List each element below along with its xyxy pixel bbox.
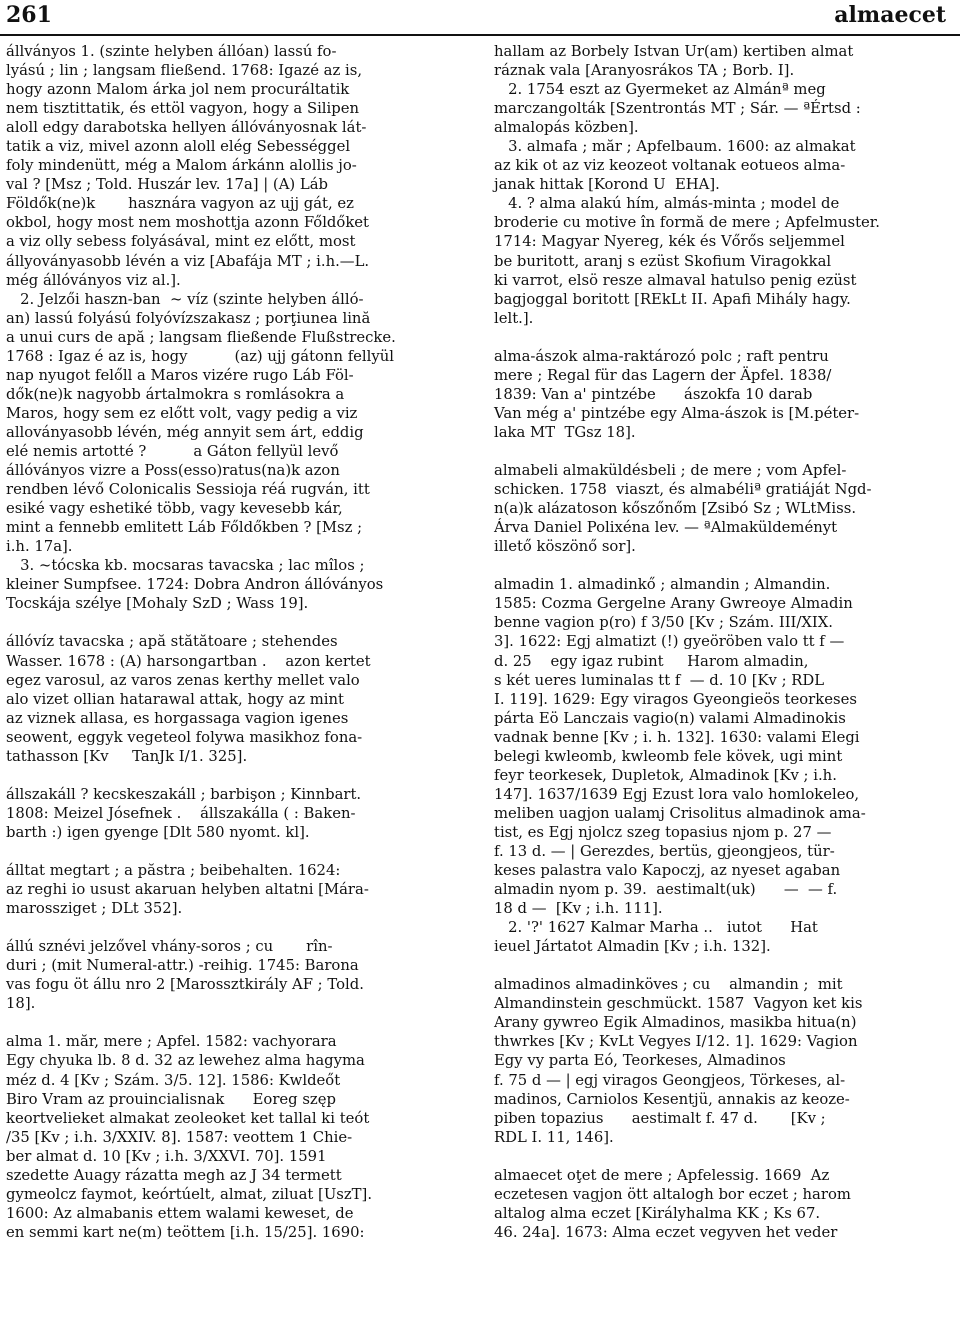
text-line: i.h. 17a]. <box>6 538 73 556</box>
paragraph-gap <box>494 328 952 347</box>
text-line: bagjoggal boritott [REkLt II. Apafi Mihály hagy. <box>494 290 851 308</box>
text-line: az reghi io usust akaruan helyben altatni [Mára- <box>6 881 369 899</box>
text-line: 18]. <box>6 995 36 1013</box>
text-line: tathasson [Kv TanJk I/1. 325]. <box>6 747 248 765</box>
text-line: en semmi kart ne(m) teöttem [i.h. 15/25]. 1690: <box>6 1223 365 1241</box>
text-line: 18 d — [Kv ; i.h. 111]. <box>494 900 663 918</box>
text-line: janak hittak [Korond U EHA]. <box>494 176 720 194</box>
text-line: Almandinstein geschmückt. 1587 Vagyon ket kis <box>494 995 863 1013</box>
text-line: aloll edgy darabotska hellyen állóványosnak lát- <box>6 119 367 137</box>
text-line: 3. ~tócska kb. mocsaras tavacska ; lac mîlos ; <box>6 557 365 575</box>
text-line: rendben lévő Colonicalis Sessioja réá rugván, itt <box>6 481 370 499</box>
text-line: feyr teorkesek, Dupletok, Almadinok [Kv ; i.h. <box>494 766 837 784</box>
text-line: okbol, hogy most nem moshottja azonn Főldőket <box>6 214 369 232</box>
text-line: 46. 24a]. 1673: Alma eczet vegyven het veder <box>494 1223 838 1241</box>
text-line: hallam az Borbely Istvan Ur(am) kertiben almat <box>494 43 854 60</box>
text-line: Biro Vram az prouincialisnak Eoreg szęp <box>6 1090 336 1108</box>
paragraph-gap <box>494 1147 952 1166</box>
text-line: ieuel Jártatot Almadin [Kv ; i.h. 132]. <box>494 938 771 956</box>
text-line: még állóványos viz al.]. <box>6 271 181 289</box>
text-line: 1600: Az almabanis ettem walami keweset, de <box>6 1204 354 1222</box>
text-line: egez varosul, az varos zenas kerthy mellet valo <box>6 671 360 689</box>
text-line: 1585: Cozma Gergelne Arany Gwreoye Almadin <box>494 595 853 613</box>
text-line: vadnak benne [Kv ; i. h. 132]. 1630: valami Elegi <box>494 728 860 746</box>
text-line: almabeli almaküldésbeli ; de mere ; vom Apfel- <box>494 462 847 480</box>
text-line: ber almat d. 10 [Kv ; i.h. 3/XXVI. 70]. 1591 <box>6 1147 327 1165</box>
text-line: s két ueres luminalas tt f — d. 10 [Kv ; RDL <box>494 671 825 689</box>
text-line: almalopás közben]. <box>494 119 639 137</box>
text-line: 3. almafa ; măr ; Apfelbaum. 1600: az almakat <box>494 138 856 156</box>
text-line: ki varrot, elsö resze almaval hatulso penig ezüst <box>494 271 857 289</box>
text-line: nem tisztittatik, és ettöl vagyon, hogy a Silipen <box>6 100 360 118</box>
text-line: I. 119]. 1629: Egy viragos Gyeongieös teorkeses <box>494 690 857 708</box>
text-line: tist, es Egj njolcz szeg topasius njom p. 27 — <box>494 823 832 841</box>
text-line: állú sznévi jelzővel vhány-soros ; cu rîn- <box>6 938 333 956</box>
text-line: 2. '?' 1627 Kalmar Marha .. iutot Hat <box>494 919 818 937</box>
text-line: illető köszönő sor]. <box>494 538 636 556</box>
text-line: laka MT TGsz 18]. <box>494 423 636 441</box>
text-line: Egy chyuka lb. 8 d. 32 az lewehez alma hagyma <box>6 1052 365 1070</box>
text-line: szedette Auagy rázatta megh az J 34 termett <box>6 1166 342 1184</box>
text-line: altalog alma eczet [Királyhalma KK ; Ks 67. <box>494 1204 821 1222</box>
text-line: mere ; Regal für das Lagern der Äpfel. 1838/ <box>494 366 832 384</box>
text-line: méz d. 4 [Kv ; Szám. 3/5. 12]. 1586: Kwldeőt <box>6 1071 341 1089</box>
text-line: marossziget ; DLt 352]. <box>6 900 183 918</box>
text-line: az kik ot az viz keozeot voltanak eotueos alma- <box>494 157 846 175</box>
text-line: f. 75 d — | egj viragos Geongjeos, Törkeses, al- <box>494 1071 846 1089</box>
page-header <box>0 0 960 40</box>
text-line: gymeolcz faymot, keórtúelt, almat, ziluat [UszT]. <box>6 1185 373 1203</box>
text-line: a unui curs de apă ; langsam fließende Flußstrecke. <box>6 328 396 346</box>
header-rule <box>0 34 960 36</box>
text-line: barth :) igen gyenge [Dlt 580 nyomt. kl]. <box>6 823 310 841</box>
text-line: Van még a' pintzébe egy Alma-ászok is [M.péter- <box>494 404 860 422</box>
text-line: állszakáll ? kecskeszakáll ; barbişon ; Kinnbart. <box>6 785 362 803</box>
text-line: n(a)k alázatoson kőszőnőm [Zsibó Sz ; WLtMiss. <box>494 500 857 518</box>
text-line: Maros, hogy sem ez előtt volt, vagy pedig a viz <box>6 404 358 422</box>
text-line: 2. 1754 eszt az Gyermeket az Almánª meg <box>494 81 826 99</box>
left-column <box>6 42 462 1242</box>
text-line: alma 1. măr, mere ; Apfel. 1582: vachyorara <box>6 1033 337 1051</box>
text-line: f. 13 d. — | Gerezdes, bertüs, gjeongjeos, tür- <box>494 842 835 860</box>
right-column <box>494 42 952 1242</box>
text-line: broderie cu motive în formă de mere ; Apfelmuster. <box>494 214 880 232</box>
text-line: alloványasobb lévén, még annyit sem árt, eddig <box>6 423 364 441</box>
text-line: piben topazius aestimalt f. 47 d. [Kv ; <box>494 1109 826 1127</box>
text-line: keortvelieket almakat zeoleoket ket tallal ki teót <box>6 1109 370 1127</box>
text-line: mint a fennebb emlitett Láb Főldőkben ? [Msz ; <box>6 519 363 537</box>
text-line: 1808: Meizel Jósefnek . állszakálla ( : Baken- <box>6 804 356 822</box>
text-line: az viznek allasa, es horgassaga vagion igenes <box>6 709 349 727</box>
text-line: kleiner Sumpfsee. 1724: Dobra Andron állóványos <box>6 576 384 594</box>
text-line: duri ; (mit Numeral-attr.) -reihig. 1745: Barona <box>6 957 359 975</box>
text-line: schicken. 1758 viaszt, és almabéliª gratiáját Ngd- <box>494 481 872 499</box>
paragraph-gap <box>6 1013 462 1032</box>
page-number: 261 <box>6 2 52 28</box>
text-line: meliben uagjon ualamj Crisolitus almadinok ama- <box>494 804 866 822</box>
running-head: almaecet <box>834 2 946 28</box>
text-line: marczangolták [Szentrontás MT ; Sár. — ªÉrtsd : <box>494 100 861 118</box>
text-line: RDL I. 11, 146]. <box>494 1128 614 1146</box>
text-line: 4. ? alma alakú hím, almás-minta ; model de <box>494 195 840 213</box>
text-line: esiké vagy eshetiké több, vagy kevesebb kár, <box>6 500 343 518</box>
paragraph-gap <box>6 613 462 632</box>
paragraph-gap <box>494 442 952 461</box>
paragraph-gap <box>6 766 462 785</box>
text-line: dők(ne)k nagyobb ártalmokra s romlásokra a <box>6 385 345 403</box>
text-line: elé nemis artotté ? a Gáton fellyül levő <box>6 442 339 460</box>
text-line: eczetesen vagjon ött altalogh bor eczet ; harom <box>494 1185 851 1203</box>
text-line: lyású ; lin ; langsam fließend. 1768: Igazé az is, <box>6 62 363 80</box>
text-line: be buritott, aranj s ezüst Skofium Viragokkal <box>494 252 832 270</box>
text-line: nap nyugot felőll a Maros vizére rugo Láb Föl- <box>6 366 354 384</box>
text-line: 3]. 1622: Egj almatizt (!) gyeöröben valo tt f — <box>494 633 845 651</box>
text-line: a viz olly sebess folyásával, mint ez előtt, most <box>6 233 356 251</box>
text-line: lelt.]. <box>494 309 534 327</box>
text-line: 1714: Magyar Nyereg, kék és Vőrős seljemmel <box>494 233 845 251</box>
text-line: vas fogu öt állu nro 2 [Marossztkirály AF ; Told. <box>6 976 364 994</box>
text-line: madinos, Carniolos Kesentjü, annakis az keoze- <box>494 1090 850 1108</box>
text-line: alma-ászok alma-raktározó polc ; raft pentru <box>494 347 829 365</box>
text-line: almaecet oţet de mere ; Apfelessig. 1669 Az <box>494 1166 830 1184</box>
text-line: Tocskája szélye [Mohaly SzD ; Wass 19]. <box>6 595 309 613</box>
text-line: d. 25 egy igaz rubint Harom almadin, <box>494 652 809 670</box>
text-line: 147]. 1637/1639 Egj Ezust lora valo homlokeleo, <box>494 785 860 803</box>
text-line: állóvíz tavacska ; apă stătătoare ; stehendes <box>6 633 338 651</box>
text-line: állyoványasobb lévén a viz [Abafája MT ; i.h.—L. <box>6 252 370 270</box>
text-line: almadinos almadinköves ; cu almandin ; mit <box>494 976 843 994</box>
text-line: Árva Daniel Polixéna lev. — ªAlmaküldeményt <box>494 519 838 537</box>
text-line: Egy vy parta Eó, Teorkeses, Almadinos <box>494 1052 786 1070</box>
paragraph-gap <box>494 956 952 975</box>
text-line: /35 [Kv ; i.h. 3/XXIV. 8]. 1587: veottem 1 Chie- <box>6 1128 353 1146</box>
text-line: Földők(ne)k hasznára vagyon az ujj gát, ez <box>6 195 354 213</box>
text-line: ráznak vala [Aranyosrákos TA ; Borb. I]. <box>494 62 795 80</box>
text-line: benne vagion p(ro) f 3/50 [Kv ; Szám. III/XIX. <box>494 614 833 632</box>
text-line: belegi kwleomb, kwleomb fele kövek, ugi mint <box>494 747 843 765</box>
text-line: foly mindenütt, még a Malom árkánn alollis jo- <box>6 157 357 175</box>
text-line: an) lassú folyású folyóvízszakasz ; porţiunea lină <box>6 309 371 327</box>
text-line: 2. Jelzői haszn-ban ~ víz (szinte helyben álló- <box>6 290 364 308</box>
text-line: seowent, eggyk vegeteol folywa masikhoz fona- <box>6 728 363 746</box>
paragraph-gap <box>494 556 952 575</box>
paragraph-gap <box>6 842 462 861</box>
text-line: állóványos vizre a Poss(esso)ratus(na)k azon <box>6 462 340 480</box>
text-line: párta Eö Lanczais vagio(n) valami Almadinokis <box>494 709 846 727</box>
text-line: tatik a viz, mivel azonn aloll elég Sebességgel <box>6 138 351 156</box>
text-line: állványos 1. (szinte helyben állóan) lassú fo- <box>6 43 337 60</box>
text-line: álltat megtart ; a păstra ; beibehalten. 1624: <box>6 862 341 880</box>
text-line: keses palastra valo Kapoczj, az nyeset agaban <box>494 862 841 880</box>
text-line: thwrkes [Kv ; KvLt Vegyes I/12. 1]. 1629: Vagion <box>494 1033 858 1051</box>
text-line: alo vizet ollian hatarawal attak, hogy az mint <box>6 690 345 708</box>
text-line: 1768 : Igaz é az is, hogy (az) ujj gátonn fellyül <box>6 347 395 365</box>
text-line: Wasser. 1678 : (A) harsongartban . azon kertet <box>6 652 371 670</box>
text-line: Arany gywreo Egik Almadinos, masikba hitua(n) <box>494 1014 857 1032</box>
text-line: hogy azonn Malom árka jol nem procuráltatik <box>6 81 350 99</box>
text-line: 1839: Van a' pintzébe ászokfa 10 darab <box>494 385 813 403</box>
text-line: almadin 1. almadinkő ; almandin ; Almandin. <box>494 576 831 594</box>
text-line: almadin nyom p. 39. aestimalt(uk) — — f. <box>494 881 838 899</box>
text-line: val ? [Msz ; Told. Huszár lev. 17a] | (A) Láb <box>6 176 328 194</box>
paragraph-gap <box>6 918 462 937</box>
